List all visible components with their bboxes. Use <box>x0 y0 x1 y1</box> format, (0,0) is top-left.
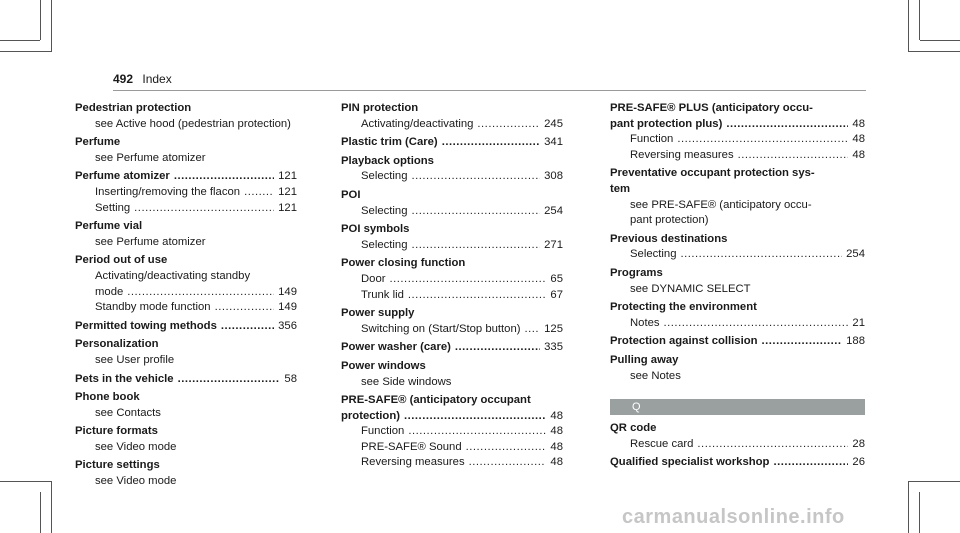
page-ref: 48 <box>852 117 865 130</box>
crop-mark <box>0 51 52 52</box>
entry-heading-text: Preventative occupant protection sys- <box>610 167 815 180</box>
page-ref: 254 <box>846 248 865 261</box>
entry-heading-text: Power supply <box>341 307 415 320</box>
page-ref: 48 <box>550 456 563 469</box>
entry-heading-text: Pedestrian protection <box>75 102 192 114</box>
entry-subitem <box>610 247 865 263</box>
entry-subitem-text: Reversing measures <box>361 456 465 469</box>
entry-subitem-text: Rescue card <box>630 437 694 450</box>
entry-heading <box>610 182 865 198</box>
page-ref: 271 <box>544 238 563 251</box>
entry-subitem <box>341 117 563 133</box>
leader-dots <box>408 424 546 440</box>
leader-dots <box>664 316 849 332</box>
leader-dots <box>680 247 842 263</box>
entry-heading <box>341 135 563 151</box>
entry-subitem <box>75 117 297 133</box>
leader-dots <box>738 148 849 164</box>
entry-subitem-text: Activating/deactivating standby <box>95 269 251 282</box>
entry-heading <box>75 337 297 353</box>
leader-dots <box>697 437 848 453</box>
entry-subitem <box>341 424 563 440</box>
index-entry <box>341 154 563 185</box>
entry-heading-text: Period out of use <box>75 254 168 267</box>
crop-mark <box>40 492 41 533</box>
entry-subitem-text: Selecting <box>361 238 408 251</box>
page-ref: 356 <box>278 319 297 332</box>
entry-heading-text: Picture settings <box>75 459 160 472</box>
page-ref: 125 <box>544 322 563 335</box>
entry-subitem <box>75 353 297 369</box>
entry-heading <box>610 300 865 316</box>
index-entry <box>610 300 865 331</box>
leader-dots <box>677 132 848 148</box>
leader-dots <box>477 117 540 133</box>
entry-subitem-text: Trunk lid <box>361 288 404 301</box>
entry-subitem-text: see Contacts <box>95 406 161 419</box>
leader-dots <box>455 340 540 356</box>
leader-dots <box>469 455 547 471</box>
index-column-3 <box>610 101 865 474</box>
index-entry <box>75 424 297 455</box>
entry-subitem <box>75 285 297 301</box>
entry-heading <box>341 222 563 238</box>
index-entry <box>610 166 865 228</box>
entry-subitem-text: see Video mode <box>95 440 177 453</box>
crop-mark <box>919 492 920 533</box>
page-ref: 48 <box>550 425 563 438</box>
entry-subitem <box>610 132 865 148</box>
entry-subitem <box>610 316 865 332</box>
entry-subitem <box>341 272 563 288</box>
entry-subitem-text: see Perfume atomizer <box>95 151 206 164</box>
entry-heading <box>341 154 563 170</box>
page-ref: 48 <box>852 133 865 146</box>
page-ref: 121 <box>278 185 297 198</box>
page-ref: 308 <box>544 170 563 183</box>
entry-heading-text: Plastic trim (Care) <box>341 136 438 149</box>
page-ref: 28 <box>852 437 865 450</box>
entry-subitem <box>75 151 297 167</box>
page-ref: 188 <box>846 335 865 348</box>
entry-heading-text: Perfume vial <box>75 220 143 233</box>
leader-dots <box>411 204 540 220</box>
index-entry <box>75 458 297 489</box>
entry-subitem-text: see Video mode <box>95 475 177 488</box>
page-ref: 48 <box>550 409 563 422</box>
entry-subitem-text: Notes <box>630 316 660 329</box>
index-entry <box>610 334 865 350</box>
index-entry <box>610 421 865 452</box>
entry-subitem-text: Reversing measures <box>630 148 734 161</box>
page-ref: 254 <box>544 204 563 217</box>
index-entry <box>75 101 297 132</box>
index-entry <box>341 393 563 471</box>
entry-subitem <box>610 198 865 214</box>
entry-subitem-text: see DYNAMIC SELECT <box>630 282 751 295</box>
crop-mark <box>908 481 960 482</box>
entry-subitem <box>75 185 297 201</box>
entry-heading-text: Programs <box>610 266 663 279</box>
entry-subitem-text: Activating/deactivating <box>361 117 474 130</box>
entry-heading-text: Permitted towing methods <box>75 319 217 332</box>
entry-subitem <box>610 282 865 298</box>
entry-subitem <box>75 440 297 456</box>
entry-heading-text: POI symbols <box>341 223 410 236</box>
entry-heading <box>75 424 297 440</box>
leader-dots <box>466 440 547 456</box>
page-number: 492 <box>113 72 134 86</box>
entry-subitem <box>341 238 563 254</box>
leader-dots <box>215 300 275 316</box>
entry-heading <box>75 253 297 269</box>
page-ref: 121 <box>278 201 297 214</box>
entry-subitem <box>75 269 297 285</box>
entry-heading-text: protection) <box>341 409 400 422</box>
leader-dots <box>174 169 274 185</box>
page-ref: 149 <box>278 285 297 298</box>
entry-subitem-text: see Notes <box>630 369 681 382</box>
entry-heading-text: POI <box>341 188 361 201</box>
entry-heading-text: Protection against collision <box>610 335 758 348</box>
entry-heading <box>610 101 865 117</box>
entry-subitem-text: PRE-SAFE® Sound <box>361 440 462 453</box>
entry-heading <box>610 266 865 282</box>
entry-heading-text: Pets in the vehicle <box>75 372 174 385</box>
crop-mark <box>51 0 52 52</box>
index-entry <box>75 390 297 421</box>
entry-heading-text: Power windows <box>341 359 426 372</box>
index-entry <box>341 256 563 303</box>
crop-mark <box>0 481 52 482</box>
entry-subitem <box>610 148 865 164</box>
page-ref: 48 <box>550 440 563 453</box>
entry-subitem-text: Selecting <box>361 170 408 183</box>
entry-heading-text: PIN protection <box>341 102 419 114</box>
entry-heading <box>75 372 297 388</box>
page-header <box>113 72 172 86</box>
entry-subitem-text: Standby mode function <box>95 301 211 314</box>
entry-heading-text: Protecting the environment <box>610 301 757 314</box>
entry-subitem <box>341 455 563 471</box>
index-entry <box>610 232 865 263</box>
entry-subitem <box>341 322 563 338</box>
page-ref: 341 <box>544 136 563 149</box>
entry-heading <box>610 166 865 182</box>
index-entry <box>341 340 563 356</box>
leader-dots <box>221 319 274 335</box>
entry-subitem <box>341 169 563 185</box>
entry-subitem-text: Door <box>361 272 386 285</box>
entry-heading-text: PRE-SAFE® (anticipatory occupant <box>341 394 531 407</box>
entry-heading <box>75 169 297 185</box>
leader-dots <box>442 135 540 151</box>
entry-heading <box>610 421 865 437</box>
entry-heading <box>341 101 563 117</box>
entry-subitem-text: Selecting <box>630 248 677 261</box>
index-entry <box>341 306 563 337</box>
index-entry <box>341 101 563 132</box>
page-ref: 48 <box>852 148 865 161</box>
entry-subitem-text: see Side windows <box>361 375 452 388</box>
entry-heading <box>75 219 297 235</box>
leader-dots <box>525 322 541 338</box>
page-ref: 121 <box>278 170 297 183</box>
index-entry <box>75 372 297 388</box>
index-entry <box>341 359 563 390</box>
index-entry <box>75 319 297 335</box>
crop-mark <box>920 40 960 41</box>
entry-heading <box>75 101 297 117</box>
page-ref: 58 <box>284 372 297 385</box>
entry-subitem-text: see User profile <box>95 353 175 366</box>
entry-heading <box>75 319 297 335</box>
leader-dots <box>411 169 540 185</box>
entry-heading <box>75 458 297 474</box>
entry-subitem <box>341 375 563 391</box>
entry-subitem <box>610 437 865 453</box>
entry-subitem <box>75 201 297 217</box>
entry-heading <box>610 334 865 350</box>
entry-heading-text: Picture formats <box>75 425 158 438</box>
entry-subitem <box>610 213 865 229</box>
leader-dots <box>773 455 848 471</box>
entry-heading <box>610 232 865 248</box>
entry-subitem-text: Selecting <box>361 204 408 217</box>
index-entry <box>341 188 563 219</box>
index-entry <box>75 135 297 166</box>
page-ref: 26 <box>852 456 865 469</box>
entry-subitem <box>75 300 297 316</box>
entry-heading-text: Qualified specialist workshop <box>610 456 770 469</box>
entry-heading-text: Personalization <box>75 338 159 351</box>
entry-heading-text: tem <box>610 182 631 195</box>
entry-heading-text: Power washer (care) <box>341 341 451 354</box>
index-entry <box>610 266 865 297</box>
entry-subitem <box>75 235 297 251</box>
entry-heading <box>341 306 563 322</box>
entry-subitem <box>610 369 865 385</box>
entry-heading-text: pant protection plus) <box>610 117 723 130</box>
leader-dots <box>408 288 547 304</box>
entry-subitem-text: Function <box>361 425 405 438</box>
entry-subitem-text: Setting <box>95 201 131 214</box>
page-ref: 21 <box>852 316 865 329</box>
entry-heading-text: QR code <box>610 422 657 435</box>
entry-heading <box>75 135 297 151</box>
watermark: carmanualsonline.info <box>622 506 845 528</box>
crop-mark <box>40 0 41 40</box>
crop-mark <box>919 0 920 40</box>
index-entry <box>75 169 297 216</box>
entry-heading <box>341 340 563 356</box>
leader-dots <box>762 334 843 350</box>
crop-mark <box>908 51 960 52</box>
leader-dots <box>178 372 281 388</box>
entry-subitem-text: Function <box>630 133 674 146</box>
entry-subitem-text: see PRE-SAFE® (anticipatory occu- <box>630 198 812 211</box>
entry-heading <box>341 256 563 272</box>
crop-mark <box>51 481 52 533</box>
entry-subitem <box>341 204 563 220</box>
leader-dots <box>127 285 274 301</box>
entry-heading <box>610 117 865 133</box>
leader-dots <box>134 201 274 217</box>
crop-mark <box>0 40 40 41</box>
entry-heading-text: Power closing function <box>341 257 466 270</box>
entry-heading-text: PRE-SAFE® PLUS (anticipatory occu- <box>610 102 813 114</box>
page-ref: 65 <box>550 272 563 285</box>
header-rule <box>113 90 866 91</box>
entry-heading-text: Perfume <box>75 136 121 149</box>
page-ref: 149 <box>278 301 297 314</box>
entry-heading-text: Pulling away <box>610 353 679 366</box>
entry-heading <box>610 353 865 369</box>
entry-heading-text: Phone book <box>75 391 140 404</box>
entry-subitem-text: see Active hood (pedestrian protection) <box>95 117 291 130</box>
entry-heading <box>610 455 865 471</box>
index-entry <box>75 219 297 250</box>
entry-subitem <box>341 288 563 304</box>
page-ref: 335 <box>544 341 563 354</box>
leader-dots <box>411 238 540 254</box>
leader-dots <box>390 272 547 288</box>
letter-section-header: Q <box>610 399 865 415</box>
index-entry <box>610 101 865 163</box>
crop-mark <box>908 481 909 533</box>
page-ref: 245 <box>544 117 563 130</box>
index-entry <box>341 222 563 253</box>
section-title: Index <box>142 72 172 86</box>
entry-heading <box>341 393 563 409</box>
entry-subitem-text: mode <box>95 285 124 298</box>
page-ref: 67 <box>550 288 563 301</box>
index-entry <box>610 455 865 471</box>
entry-heading <box>75 390 297 406</box>
entry-subitem-text: pant protection) <box>630 214 709 227</box>
index-entry <box>75 253 297 315</box>
index-entry <box>75 337 297 368</box>
entry-heading-text: Perfume atomizer <box>75 170 170 183</box>
index-entry <box>610 353 865 384</box>
index-column-2 <box>341 101 563 474</box>
leader-dots <box>404 409 546 425</box>
leader-dots <box>726 117 848 133</box>
crop-mark <box>908 0 909 52</box>
entry-heading-text: Previous destinations <box>610 232 728 245</box>
entry-subitem-text: see Perfume atomizer <box>95 235 206 248</box>
entry-heading <box>341 188 563 204</box>
entry-subitem <box>75 406 297 422</box>
leader-dots <box>244 185 274 201</box>
entry-heading-text: Playback options <box>341 154 434 167</box>
entry-subitem-text: Inserting/removing the flacon <box>95 185 241 198</box>
entry-subitem <box>341 440 563 456</box>
index-column-1 <box>75 101 297 493</box>
entry-subitem <box>75 474 297 490</box>
entry-heading <box>341 409 563 425</box>
entry-heading <box>341 359 563 375</box>
entry-subitem-text: Switching on (Start/Stop button) <box>361 322 521 335</box>
index-entry <box>341 135 563 151</box>
